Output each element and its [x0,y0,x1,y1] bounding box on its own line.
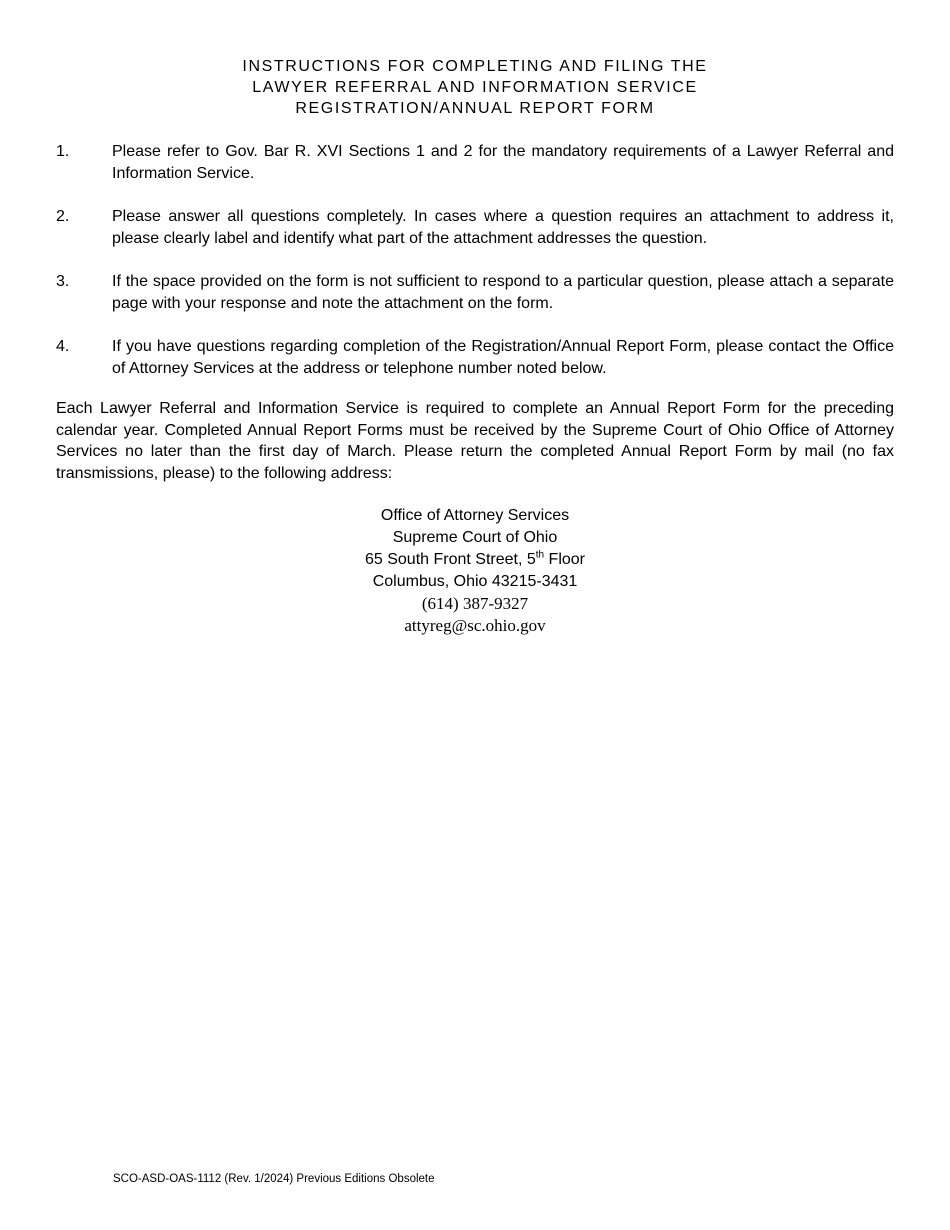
title-line-3: REGISTRATION/ANNUAL REPORT FORM [295,100,655,117]
instruction-text: Please answer all questions completely. In cases where a question requires an attachment to address it, please clearly label and identify what part of the attachment addresses the question. [112,208,894,247]
address-street [0,549,950,571]
address-city-state-zip: Columbus, Ohio 43215-3431 [372,573,578,590]
instruction-item [56,336,894,380]
instruction-number: 1. [56,143,70,160]
address-office: Office of Attorney Services [380,507,570,524]
title-line-1: INSTRUCTIONS FOR COMPLETING AND FILING THE [242,58,708,75]
instruction-number: 4. [56,338,70,355]
instruction-item [56,206,894,250]
address-floor-suffix: th [535,549,545,561]
mailing-address [0,505,950,637]
address-court: Supreme Court of Ohio [392,529,558,546]
instruction-text: If you have questions regarding completion of the Registration/Annual Report Form, please contact the Office of Attorney Services at the address or telephone number noted below. [112,338,894,377]
instruction-text: Please refer to Gov. Bar R. XVI Sections 1 and 2 for the mandatory requirements of a Lawyer Referral and Information Service. [112,143,894,182]
address-street-text: 65 South Front Street, 5 [364,551,536,568]
address-floor-word: Floor [544,551,585,568]
document-title [0,56,950,119]
address-phone: (614) 387-9327 [421,594,529,613]
instructions-list [56,141,894,401]
address-email[interactable]: attyreg@sc.ohio.gov [404,616,546,635]
form-footer: SCO-ASD-OAS-1112 (Rev. 1/2024) Previous Editions Obsolete [113,1173,435,1185]
title-line-2: LAWYER REFERRAL AND INFORMATION SERVICE [252,79,698,96]
instruction-item [56,271,894,315]
annual-report-paragraph: Each Lawyer Referral and Information Service is required to complete an Annual Report Form for the preceding calendar year. Completed Annual Report Forms must be received by the Supreme Court of Ohio Office of Attorney Services no later than the first day of March. Please return the completed Annual Report Form by mail (no fax transmissions, please) to the following address: [56,400,894,482]
instruction-number: 3. [56,273,70,290]
instruction-text: If the space provided on the form is not sufficient to respond to a particular question, please attach a separate page with your response and note the attachment on the form. [112,273,894,312]
instruction-item [56,141,894,185]
instruction-number: 2. [56,208,70,225]
